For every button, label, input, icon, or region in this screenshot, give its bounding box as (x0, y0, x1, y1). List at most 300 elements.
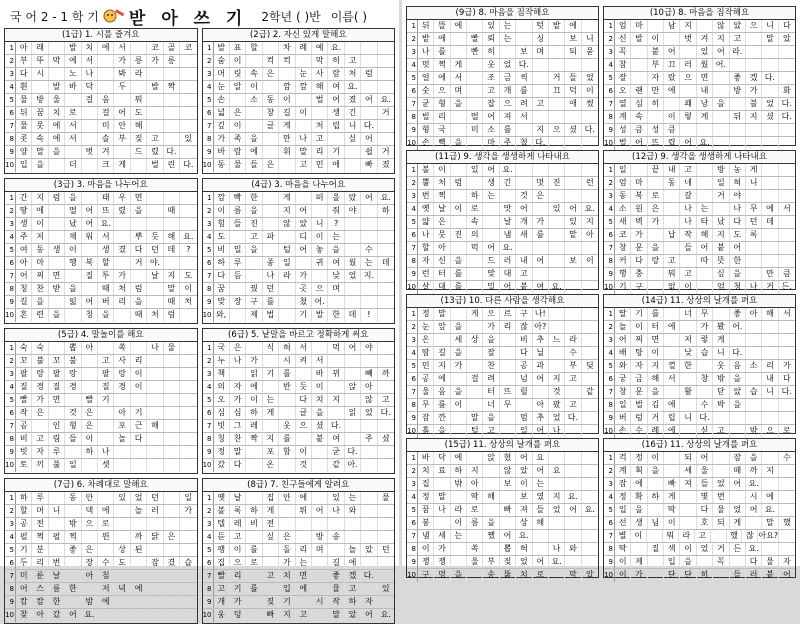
sentence-row (604, 98, 795, 111)
writing-cell (730, 59, 746, 71)
writing-cell: 졌 (381, 160, 390, 169)
writing-cell (246, 270, 262, 282)
writing-cell: 심 (214, 407, 230, 419)
writing-cell (164, 505, 180, 517)
sentence-row (203, 309, 395, 322)
writing-cell: 이 (230, 544, 246, 556)
writing-cells (615, 517, 795, 529)
writing-cell (680, 491, 696, 503)
sentence-row (604, 203, 795, 216)
writing-cell: 싱 (533, 33, 549, 45)
writing-cell: 빨 (214, 570, 230, 582)
writing-cell: 이 (82, 433, 98, 445)
writing-cell: 어 (361, 133, 377, 145)
dictation-panel (406, 150, 599, 290)
sentence-row (203, 544, 395, 557)
writing-cell (246, 120, 262, 132)
writing-cell (65, 309, 81, 322)
writing-cell: 을 (680, 556, 696, 568)
writing-cell: 새 (434, 530, 450, 542)
row-number: 8 (203, 283, 214, 295)
writing-cells (418, 59, 598, 71)
writing-cell: 펄 (49, 531, 65, 543)
writing-cell: ! (361, 309, 377, 322)
writing-cell: 종 (263, 257, 279, 269)
writing-cell: 가 (214, 133, 230, 145)
sentence-row (203, 257, 395, 270)
writing-cell (582, 478, 598, 490)
row-number: 6 (407, 373, 418, 385)
writing-cell: 을 (246, 133, 262, 145)
writing-cell: 가 (279, 557, 295, 569)
writing-cell: 시 (746, 491, 762, 503)
writing-cell: 어 (533, 373, 549, 385)
sentence-row (203, 146, 395, 159)
writing-cell: 어 (565, 504, 581, 516)
writing-cell (114, 596, 130, 608)
writing-cell: 요. (697, 137, 713, 150)
writing-cell: 이 (131, 368, 147, 380)
sentence-row (604, 491, 795, 504)
writing-cell: 기 (615, 281, 631, 294)
writing-cell (296, 518, 312, 530)
writing-cell: 송 (328, 531, 344, 543)
writing-cell (467, 399, 483, 411)
writing-cell: ? (328, 218, 344, 230)
writing-cell: 해 (697, 229, 713, 241)
writing-cell (467, 98, 483, 110)
writing-cells (615, 242, 795, 254)
writing-cell (697, 281, 713, 294)
writing-cell: 있 (184, 134, 193, 143)
writing-cell: 댁 (82, 505, 98, 517)
panel-title: (13급) 10. 다른 사람을 생각해요 (407, 295, 598, 308)
writing-cell (82, 244, 98, 256)
writing-cells (615, 268, 795, 280)
writing-cell: 끝 (648, 164, 664, 176)
writing-cell: 대 (500, 268, 516, 280)
writing-cell (164, 492, 180, 504)
writing-cell: 쾌 (680, 98, 696, 110)
writing-cell: 쟁 (434, 556, 450, 568)
writing-cell: 버 (98, 296, 114, 308)
sentence-row (604, 452, 795, 465)
row-number: 1 (407, 164, 418, 176)
writing-cell: 계 (615, 111, 631, 123)
writing-cell: 드 (483, 255, 499, 267)
writing-cell: 여 (328, 433, 344, 445)
writing-cells (214, 583, 395, 595)
writing-cell (779, 242, 795, 254)
writing-cell: 이 (451, 203, 467, 215)
writing-cell: 습 (697, 347, 713, 359)
writing-cells (16, 81, 197, 93)
writing-cell: 버 (615, 412, 631, 424)
writing-cell: 맛 (500, 203, 516, 215)
writing-cell: 기 (98, 394, 114, 406)
row-number: 1 (407, 20, 418, 32)
sentence-row (5, 218, 197, 231)
writing-cell: 도 (214, 231, 230, 243)
row-number: 6 (203, 257, 214, 269)
writing-cell: 길 (434, 347, 450, 359)
writing-cell (328, 544, 344, 556)
writing-cell: 나 (147, 342, 163, 354)
writing-cell (230, 94, 246, 106)
writing-cell: 뒤 (418, 20, 434, 32)
sentence-row (604, 59, 795, 72)
writing-cell (713, 308, 729, 320)
writing-cells (214, 107, 395, 119)
writing-cell: 거 (648, 412, 664, 424)
row-number: 6 (604, 373, 615, 385)
writing-cell (49, 342, 65, 354)
sentence-row (5, 296, 197, 309)
writing-cell: 작 (680, 229, 696, 241)
writing-cell (65, 446, 81, 458)
writing-cell: 발 (312, 309, 328, 322)
sentence-row (604, 46, 795, 59)
writing-cell: 나 (746, 281, 762, 294)
writing-cell: 음 (434, 386, 450, 398)
writing-cell (361, 557, 377, 569)
writing-cells (418, 334, 598, 346)
sentence-row (604, 425, 795, 438)
writing-cell: 고 (246, 231, 262, 243)
writing-cell (147, 570, 163, 582)
writing-cell: 요. (380, 95, 391, 104)
writing-cell (98, 609, 114, 622)
writing-cell (533, 530, 549, 542)
row-number: 5 (604, 216, 615, 228)
writing-cell: 온 (263, 459, 279, 472)
writing-cell: 고 (32, 433, 48, 445)
writing-cell: 서 (98, 231, 114, 243)
writing-cells (16, 368, 197, 380)
writing-cell: 일 (65, 459, 81, 472)
writing-cell: 다. (345, 446, 361, 458)
writing-cell (180, 81, 196, 93)
writing-cells (16, 596, 197, 608)
writing-cell: 이 (648, 452, 664, 464)
writing-cell (361, 231, 377, 243)
writing-cell (680, 124, 696, 136)
writing-cell: 금 (631, 373, 647, 385)
writing-cell (279, 283, 295, 295)
writing-cell (345, 433, 361, 445)
writing-cell: 은 (263, 68, 279, 80)
writing-cells (418, 491, 598, 503)
writing-cell: 요. (746, 543, 762, 555)
writing-cell: 드 (131, 146, 147, 158)
writing-cell: 않 (361, 394, 377, 406)
row-number: 2 (604, 465, 615, 477)
writing-cell: 었 (697, 543, 713, 555)
writing-cell: 해 (483, 491, 499, 503)
writing-cell: 소 (746, 360, 762, 372)
writing-cells (615, 569, 795, 582)
writing-cell: 것 (549, 386, 565, 398)
writing-cell: 않 (279, 218, 295, 230)
writing-cell (648, 569, 664, 582)
writing-cell: 며 (451, 85, 467, 97)
row-number: 1 (5, 42, 16, 54)
writing-cell: 짖 (263, 596, 279, 608)
writing-cell: 제 (631, 556, 647, 568)
writing-cell: 놓 (312, 244, 328, 256)
writing-cell: 빠 (361, 159, 377, 172)
writing-cell (779, 504, 795, 516)
writing-cell: 함 (279, 446, 295, 458)
sentence-row (203, 55, 395, 68)
writing-cell: 을 (131, 205, 147, 217)
writing-cell: 았 (730, 386, 746, 398)
writing-cell: 식 (263, 342, 279, 354)
writing-cell: 은 (164, 531, 180, 543)
writing-cell: 개 (500, 85, 516, 97)
writing-cell: 좋 (730, 72, 746, 84)
writing-cell: 맞 (214, 296, 230, 308)
writing-cells (16, 407, 197, 419)
writing-cells (214, 244, 395, 256)
writing-cell: 자 (230, 381, 246, 393)
writing-cell: 수 (565, 347, 581, 359)
writing-cell (533, 543, 549, 555)
writing-cell: 면 (131, 192, 147, 204)
writing-cell: 날 (49, 570, 65, 582)
writing-cell (533, 72, 549, 84)
writing-cell: 냄 (500, 229, 516, 241)
writing-cell: 주 (361, 433, 377, 445)
row-number: 9 (407, 124, 418, 136)
writing-cell (296, 120, 312, 132)
writing-cell: 어 (697, 452, 713, 464)
row-number: 3 (203, 218, 214, 230)
row-number: 5 (407, 72, 418, 84)
row-number: 4 (203, 231, 214, 243)
sentence-row (604, 504, 795, 517)
sentence-row (203, 342, 395, 355)
sentence-row (604, 268, 795, 281)
writing-cell (648, 229, 664, 241)
writing-cell (131, 557, 147, 569)
writing-cell (164, 355, 180, 367)
sentence-row (203, 557, 395, 570)
writing-cell (697, 164, 713, 176)
writing-cell: 처 (434, 177, 450, 189)
row-number: 9 (203, 596, 214, 608)
writing-cell: 가 (114, 270, 130, 282)
writing-cell: 렇 (697, 334, 713, 346)
writing-cell: 나 (680, 216, 696, 228)
writing-cell: 여 (328, 81, 344, 93)
writing-cell (582, 556, 598, 568)
writing-cell: 뜨 (500, 386, 516, 398)
writing-cell: 뜻 (713, 255, 729, 267)
sentence-row (5, 192, 197, 205)
writing-cell: 치 (516, 569, 532, 582)
writing-cell: 쉽 (361, 146, 377, 158)
writing-cell: 은 (648, 203, 664, 215)
writing-cell: 치 (418, 465, 434, 477)
sentence-row (203, 394, 395, 407)
writing-cell: 나 (549, 425, 565, 438)
writing-cell: 벗 (82, 146, 98, 158)
writing-cell (164, 192, 180, 204)
writing-cell (164, 518, 180, 530)
writing-cell: 찌 (631, 334, 647, 346)
writing-cell: 배 (615, 347, 631, 359)
writing-cell: 요. (98, 218, 114, 230)
writing-cell (434, 334, 450, 346)
writing-cell: 좋 (65, 544, 81, 556)
writing-cell: 말 (164, 283, 180, 295)
class-label: 2학년 ( )반 (261, 9, 321, 24)
writing-cell (180, 342, 196, 354)
writing-cell: 너 (483, 399, 499, 411)
writing-cell (49, 231, 65, 243)
dictation-panel (603, 294, 796, 434)
writing-cell: 치 (279, 570, 295, 582)
writing-cell: 게 (263, 407, 279, 419)
writing-cells (214, 68, 395, 80)
writing-cell: 싣 (697, 425, 713, 438)
writing-cell: 내 (664, 164, 680, 176)
writing-cell: 고 (312, 133, 328, 145)
writing-cells (214, 544, 395, 556)
writing-cell (378, 459, 394, 472)
row-number: 10 (407, 281, 418, 294)
writing-cells (214, 557, 395, 569)
writing-cell: 게 (279, 120, 295, 132)
writing-cell: 정 (418, 491, 434, 503)
row-number: 3 (5, 518, 16, 530)
writing-cell: 가 (434, 543, 450, 555)
writing-cell: 엄 (615, 177, 631, 189)
writing-cell: 어 (345, 342, 361, 354)
writing-cell: 짝 (246, 433, 262, 445)
writing-cell: 국 (214, 342, 230, 354)
writing-cell: 울 (49, 94, 65, 106)
writing-cell: 를 (500, 124, 516, 136)
writing-cell: 칭 (214, 433, 230, 445)
writing-cell: 고 (345, 55, 361, 67)
row-number: 9 (407, 412, 418, 424)
writing-cell: 있 (549, 203, 565, 215)
writing-cell: 어 (631, 137, 647, 150)
writing-cell: 던 (263, 283, 279, 295)
writing-cell (713, 85, 729, 97)
sentence-row (407, 334, 598, 347)
writing-cell: 이 (664, 111, 680, 123)
sentence-row (604, 556, 795, 569)
writing-cell (762, 85, 778, 97)
writing-cell: 된 (131, 544, 147, 556)
writing-cell: 나 (418, 229, 434, 241)
writing-cell: 을 (246, 244, 262, 256)
writing-cell (246, 609, 262, 622)
writing-cell (680, 255, 696, 267)
writing-cell (533, 268, 549, 280)
dictation-panel (603, 438, 796, 578)
writing-cell (467, 321, 483, 333)
writing-cell (582, 530, 598, 542)
dictation-panel (4, 178, 198, 324)
sentence-row (604, 85, 795, 98)
row-number: 8 (604, 111, 615, 123)
writing-cell: 로 (246, 557, 262, 569)
writing-cell: 이 (451, 399, 467, 411)
writing-cell: 럼 (451, 177, 467, 189)
writing-cells (418, 347, 598, 359)
writing-cell: 으 (762, 425, 778, 438)
writing-cells (418, 517, 598, 529)
writing-cell: 딸 (615, 308, 631, 320)
writing-cell: 를 (648, 308, 664, 320)
writing-cell: 한 (246, 192, 262, 204)
sentence-row (5, 459, 197, 472)
writing-cell (500, 360, 516, 372)
writing-cell (664, 334, 680, 346)
writing-cell: 고 (345, 583, 361, 595)
writing-cell: 문 (631, 386, 647, 398)
row-number: 4 (407, 203, 418, 215)
writing-cell (180, 257, 196, 269)
writing-cell (565, 452, 581, 464)
writing-cell (279, 309, 295, 322)
writing-cell: 니 (585, 34, 594, 43)
writing-cell: 문 (631, 242, 647, 254)
writing-cell (467, 386, 483, 398)
sentence-row (407, 517, 598, 530)
sentence-row (604, 177, 795, 190)
writing-cell: 찾 (16, 609, 32, 622)
writing-cell: 어. (713, 59, 729, 71)
writing-cell: 으 (549, 124, 565, 136)
writing-cell: 머 (32, 505, 48, 517)
writing-cell: 로 (98, 518, 114, 530)
writing-cell: 한 (65, 583, 81, 595)
sentence-row (407, 111, 598, 124)
writing-cell: 으 (230, 557, 246, 569)
writing-cell: 굳 (328, 446, 344, 458)
row-number: 4 (5, 531, 16, 543)
row-number: 5 (407, 216, 418, 228)
writing-cell (164, 94, 180, 106)
writing-cell: 정 (418, 308, 434, 320)
writing-cell: 게 (451, 59, 467, 71)
writing-cell (378, 505, 394, 517)
writing-cell (180, 381, 196, 393)
writing-cell: 계 (615, 465, 631, 477)
writing-cell: 덕 (565, 85, 581, 97)
sentence-row (604, 465, 795, 478)
sentence-row (203, 518, 395, 531)
writing-cell (378, 81, 394, 93)
writing-cell (762, 46, 778, 58)
writing-cell: 세 (451, 334, 467, 346)
writing-cell (345, 420, 361, 432)
writing-cell: 솔 (98, 133, 114, 145)
writing-cell: 경 (114, 381, 130, 393)
writing-cell: 다 (230, 459, 246, 472)
writing-cell: 다. (380, 408, 391, 417)
writing-cell (697, 177, 713, 189)
writing-cell (483, 504, 499, 516)
writing-cell (779, 137, 795, 150)
sentence-row (604, 308, 795, 321)
writing-cell: 놀 (615, 321, 631, 333)
